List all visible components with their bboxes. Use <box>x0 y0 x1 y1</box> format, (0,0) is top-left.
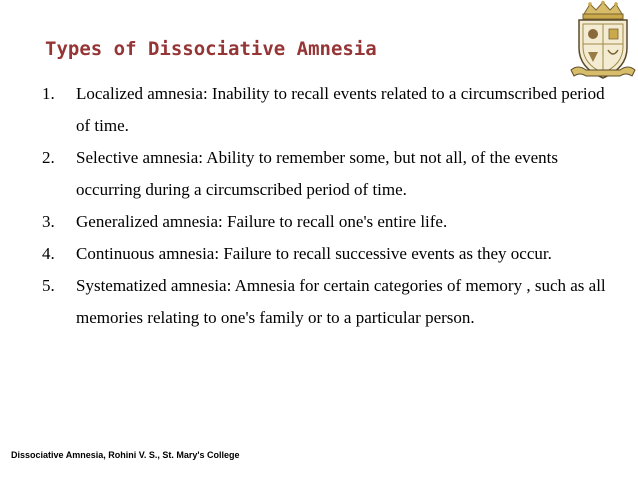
list-item <box>42 238 617 270</box>
slide-title: Types of Dissociative Amnesia <box>45 38 377 60</box>
list-item-number: 4. <box>42 244 55 263</box>
list-item-number: 2. <box>42 148 55 167</box>
list-item-number: 3. <box>42 212 55 231</box>
list-item-number: 5. <box>42 276 55 295</box>
list-item-text: Selective amnesia: Ability to remember some, but not all, of the events occurring during a circumscribed period of time. <box>76 148 559 199</box>
slide-footer: Dissociative Amnesia, Rohini V. S., St. Mary's College <box>11 450 240 460</box>
list-item-text: Continuous amnesia: Failure to recall successive events as they occur. <box>76 244 552 263</box>
list-item-text: Generalized amnesia: Failure to recall one's entire life. <box>76 212 448 231</box>
college-crest-icon <box>568 0 638 82</box>
amnesia-types-list <box>42 78 617 334</box>
list-item-text: Systematized amnesia: Amnesia for certain categories of memory , such as all memories relating to one's family or to a particular person. <box>76 276 606 327</box>
list-item <box>42 206 617 238</box>
list-item <box>42 270 617 334</box>
list-item <box>42 142 617 206</box>
list-item <box>42 78 617 142</box>
list-item-number: 1. <box>42 84 55 103</box>
list-item-text: Localized amnesia: Inability to recall events related to a circumscribed period of time. <box>76 84 605 135</box>
